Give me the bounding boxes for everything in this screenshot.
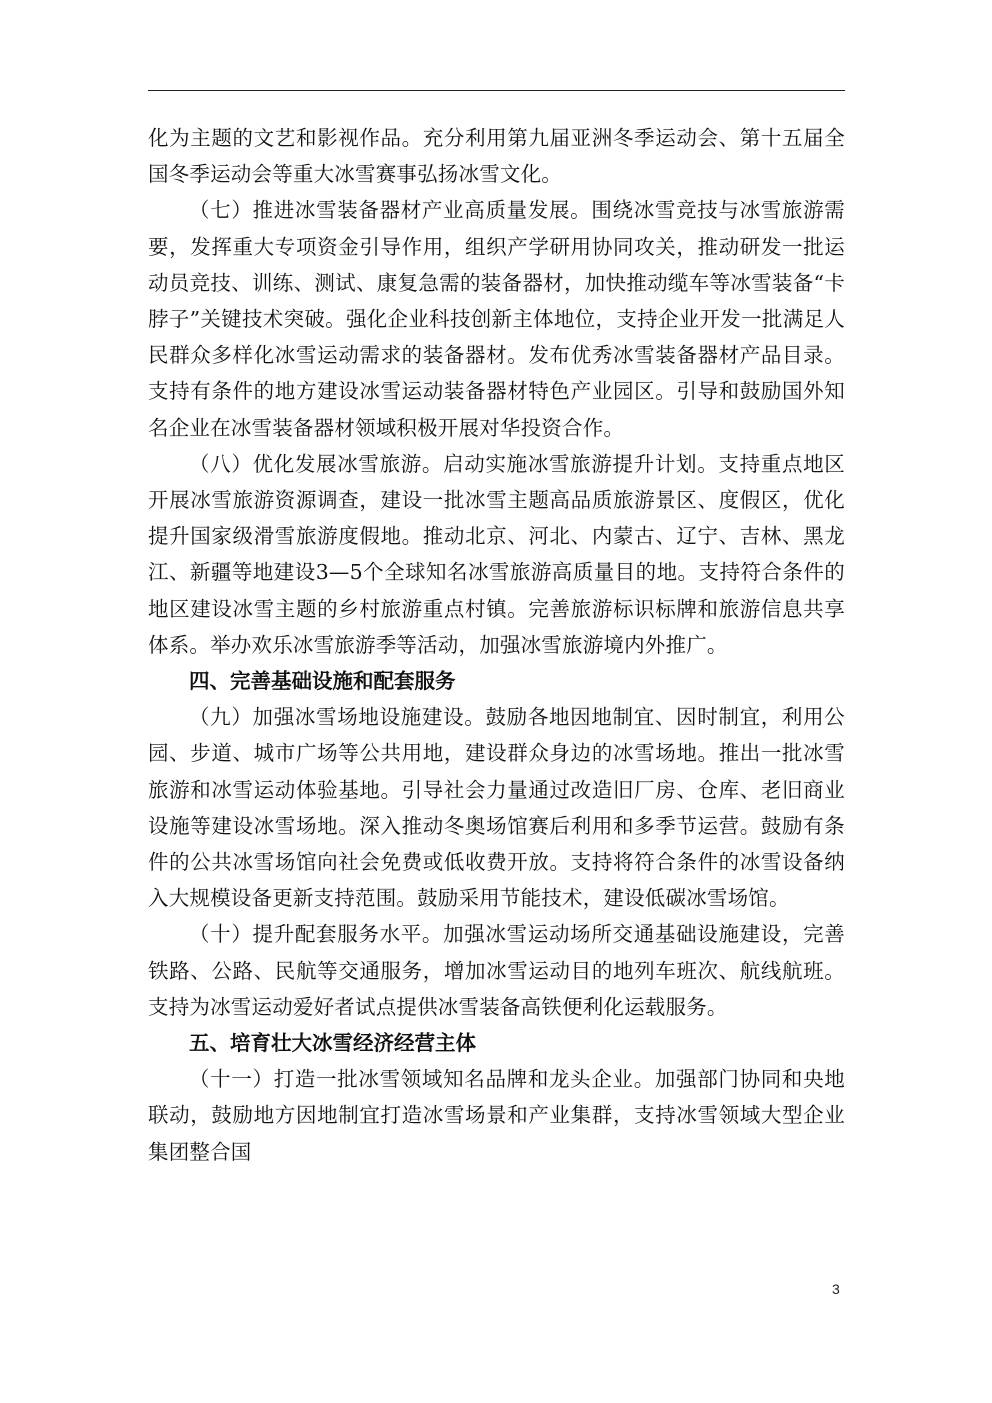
- header-rule: [148, 90, 845, 91]
- paragraph-6: （十一）打造一批冰雪领域知名品牌和龙头企业。加强部门协同和央地联动，鼓励地方因地制宜打造冰雪场景和产业集群，支持冰雪领域大型企业集团整合国: [148, 1067, 845, 1164]
- paragraph-5: （十）提升配套服务水平。加强冰雪运动场所交通基础设施建设，完善铁路、公路、民航等交通服务，增加冰雪运动目的地列车班次、航线航班。支持为冰雪运动爱好者试点提供冰雪装备高铁便利化运载服务。: [148, 922, 845, 1019]
- paragraph-1: 化为主题的文艺和影视作品。充分利用第九届亚洲冬季运动会、第十五届全国冬季运动会等重大冰雪赛事弘扬冰雪文化。: [148, 126, 845, 187]
- page-number: 3: [832, 1281, 840, 1297]
- section-8-title: （八）优化发展冰雪旅游。: [189, 451, 444, 476]
- section-11-title: （十一）打造一批冰雪领域知名品牌和龙头企业。: [189, 1067, 655, 1092]
- section-9-title: （九）加强冰雪场地设施建设。: [189, 705, 486, 730]
- section-10-title: （十）提升配套服务水平。: [189, 922, 444, 947]
- heading-5: 五、培育壮大冰雪经济经营主体: [189, 1031, 476, 1056]
- section-7-title: （七）推进冰雪装备器材产业高质量发展。: [189, 198, 592, 223]
- paragraph-4: （九）加强冰雪场地设施建设。鼓励各地因地制宜、因时制宜，利用公园、步道、城市广场等公共用地，建设群众身边的冰雪场地。推出一批冰雪旅游和冰雪运动体验基地。引导社会力量通过改造旧厂房、仓库、老旧商业设施等建设冰雪场地。深入推动冬奥场馆赛后利用和多季节运营。鼓励有条件的公共冰雪场馆向社会免费或低收费开放。支持将符合条件的冰雪设备纳入大规模设备更新支持范围。鼓励采用节能技术，建设低碳冰雪场馆。: [148, 705, 845, 911]
- paragraph-2: （七）推进冰雪装备器材产业高质量发展。围绕冰雪竞技与冰雪旅游需要，发挥重大专项资金引导作用，组织产学研用协同攻关，推动研发一批运动员竞技、训练、测试、康复急需的装备器材，加快推动缆车等冰雪装备“卡脖子”关键技术突破。强化企业科技创新主体地位，支持企业开发一批满足人民群众多样化冰雪运动需求的装备器材。发布优秀冰雪装备器材产品目录。支持有条件的地方建设冰雪运动装备器材特色产业园区。引导和鼓励国外知名企业在冰雪装备器材领域积极开展对华投资合作。: [148, 198, 845, 440]
- heading-4: 四、完善基础设施和配套服务: [189, 669, 456, 694]
- paragraph-3: （八）优化发展冰雪旅游。启动实施冰雪旅游提升计划。支持重点地区开展冰雪旅游资源调查，建设一批冰雪主题高品质旅游景区、度假区，优化提升国家级滑雪旅游度假地。推动北京、河北、内蒙古、辽宁、吉林、黑龙江、新疆等地建设3—5个全球知名冰雪旅游高质量目的地。支持符合条件的地区建设冰雪主题的乡村旅游重点村镇。完善旅游标识标牌和旅游信息共享体系。举办欢乐冰雪旅游季等活动，加强冰雪旅游境内外推广。: [148, 451, 845, 657]
- document-body: [148, 120, 845, 1170]
